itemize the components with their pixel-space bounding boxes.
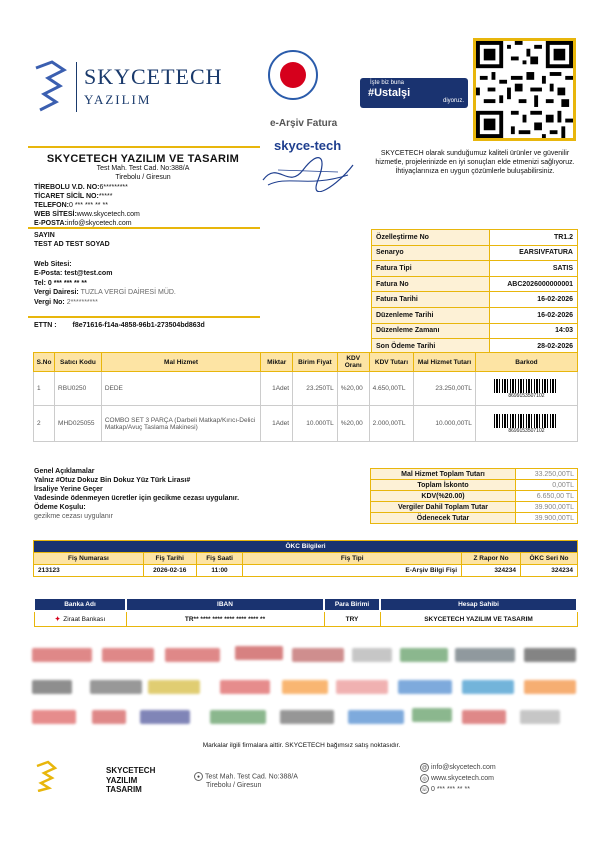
phone-icon: ☏ bbox=[421, 787, 428, 794]
brand-logo bbox=[524, 680, 576, 694]
ustalsi-banner bbox=[360, 78, 468, 108]
seller-phone-label: TELEFON: bbox=[34, 202, 69, 210]
location-icon: ● bbox=[194, 772, 203, 781]
footer-phone: 0 *** *** ** ** bbox=[431, 786, 470, 794]
doc-title: e-Arşiv Fatura bbox=[270, 118, 338, 129]
footer-name3: TASARIM bbox=[106, 785, 142, 795]
signature-icon bbox=[258, 150, 358, 192]
notes-line3: Vadesinde ödenmeyen ücretler için gecikme cezası uygulanır. bbox=[34, 495, 240, 503]
brand-logo bbox=[352, 648, 392, 662]
okc-value: 324234 bbox=[462, 565, 521, 577]
web-icon: ◎ bbox=[420, 774, 429, 783]
brand-logo bbox=[148, 680, 200, 694]
meta-row bbox=[372, 230, 578, 246]
cell-price: 10.000TL bbox=[293, 406, 338, 442]
bank-header: Hesap Sahibi bbox=[380, 598, 577, 611]
gib-logo-icon bbox=[280, 62, 306, 88]
seller-phone-value: 0 *** *** ** ** bbox=[69, 202, 108, 210]
qr-code bbox=[473, 38, 576, 141]
buyer-email-value: test@test.com bbox=[64, 270, 113, 278]
email-icon: @ bbox=[421, 764, 428, 771]
divider bbox=[28, 146, 260, 148]
okc-header: Z Rapor No bbox=[462, 553, 521, 565]
footer-addr1: Test Mah. Test Cad. No:388/A bbox=[205, 773, 298, 781]
meta-label: Fatura Tarihi bbox=[372, 292, 490, 308]
meta-value: 28-02-2026 bbox=[490, 339, 578, 355]
okc-title: ÖKC Bilgileri bbox=[34, 541, 578, 553]
brand-sub: YAZILIM bbox=[84, 92, 152, 107]
okc-header: Fiş Numarası bbox=[34, 553, 144, 565]
meta-row bbox=[372, 307, 578, 323]
brand-logo bbox=[400, 648, 448, 662]
footer-logo-icon bbox=[34, 760, 58, 792]
footer-name2: YAZILIM bbox=[106, 775, 138, 785]
brand-logo bbox=[348, 710, 404, 724]
table-row bbox=[34, 372, 578, 406]
barcode-icon bbox=[494, 414, 558, 428]
payment-value: gezikme cezası uygulanır bbox=[34, 513, 113, 521]
totals-value: 39.900,00TL bbox=[516, 502, 578, 513]
brand-logo bbox=[220, 680, 270, 694]
meta-value: 14:03 bbox=[490, 323, 578, 339]
okc-header: Fiş Tipi bbox=[243, 553, 462, 565]
totals-label: KDV(%20.00) bbox=[371, 491, 516, 502]
meta-row bbox=[372, 323, 578, 339]
brand-logo bbox=[398, 680, 452, 694]
cell-no: 2 bbox=[34, 406, 55, 442]
brand-logo bbox=[165, 648, 220, 662]
brands-note: Markalar ilgili firmalara aittir. SKYCETECH bağımsız satış noktasıdır. bbox=[202, 742, 401, 749]
okc-value: E-Arşiv Bilgi Fişi bbox=[243, 565, 462, 577]
items-table bbox=[33, 352, 578, 442]
buyer-tel-label: Tel: bbox=[34, 279, 46, 287]
brand-logo bbox=[336, 680, 388, 694]
buyer-sayin: SAYIN bbox=[34, 232, 55, 239]
col-header: Barkod bbox=[475, 353, 577, 372]
footer-company bbox=[106, 766, 155, 795]
buyer-vd-label: Vergi Dairesi: bbox=[34, 289, 79, 297]
brand-logo bbox=[282, 680, 328, 694]
meta-value: ABC2026000000001 bbox=[490, 276, 578, 292]
brand-logo bbox=[462, 680, 514, 694]
meta-label: Son Ödeme Tarihi bbox=[372, 339, 490, 355]
footer-web: www.skycetech.com bbox=[431, 775, 495, 783]
notes bbox=[34, 467, 354, 522]
meta-label: Özelleştirme No bbox=[372, 230, 490, 246]
brand-logo bbox=[210, 710, 266, 724]
totals-row bbox=[371, 513, 578, 524]
footer-address bbox=[194, 772, 298, 791]
meta-value: 16-02-2026 bbox=[490, 292, 578, 308]
meta-label: Fatura Tipi bbox=[372, 261, 490, 277]
brand-logo bbox=[102, 648, 154, 662]
seller-vd-value: 6********* bbox=[99, 184, 128, 191]
totals-value: 39.900,00TL bbox=[516, 513, 578, 524]
okc-header: Fiş Saati bbox=[196, 553, 243, 565]
buyer-tel-value: 0 *** *** ** ** bbox=[47, 279, 87, 287]
seller-ticaret-value: ***** bbox=[98, 193, 113, 201]
bank-header: Para Birimi bbox=[324, 598, 380, 611]
barcode-icon bbox=[494, 379, 558, 393]
footer-email: info@skycetech.com bbox=[431, 764, 496, 771]
cell-kdv: %20,00 bbox=[337, 372, 369, 406]
totals-row bbox=[371, 491, 578, 502]
bank-currency: TRY bbox=[324, 611, 380, 627]
totals-label: Toplam İskonto bbox=[371, 480, 516, 491]
cell-barcode bbox=[475, 406, 577, 442]
meta-row bbox=[372, 276, 578, 292]
brand-logo bbox=[520, 710, 560, 724]
cell-desc: COMBO SET 3 PARÇA (Darbeli Matkap/Kırıcı-Delici Matkap/Avuç Taslama Makinesi) bbox=[101, 406, 260, 442]
brand-logo bbox=[412, 708, 452, 722]
brand-logos bbox=[30, 640, 580, 736]
col-header: S.No bbox=[34, 353, 55, 372]
divider bbox=[28, 316, 260, 318]
buyer-vd-value: TUZLA VERGİ DAİRESİ MÜD. bbox=[80, 289, 176, 297]
cell-barcode bbox=[475, 372, 577, 406]
cell-code: MHD025055 bbox=[55, 406, 102, 442]
divider bbox=[28, 227, 260, 229]
cell-qty: 1Adet bbox=[261, 372, 293, 406]
buyer-email-label: E-Posta: bbox=[34, 270, 63, 278]
bank-table bbox=[33, 597, 578, 627]
totals-label: Vergiler Dahil Toplam Tutar bbox=[371, 502, 516, 513]
col-header: Miktar bbox=[261, 353, 293, 372]
brand-logo bbox=[32, 710, 76, 724]
invoice-meta-table bbox=[371, 229, 578, 355]
footer-addr2: Tirebolu / Giresun bbox=[206, 782, 262, 790]
bank-name-cell bbox=[34, 611, 126, 627]
cell-total: 23.250,00TL bbox=[414, 372, 476, 406]
brand-name: SKYCETECH bbox=[84, 64, 223, 89]
seller-web-value: www.skycetech.com bbox=[76, 211, 140, 219]
okc-value: 213123 bbox=[34, 565, 144, 577]
footer-contact bbox=[420, 762, 496, 796]
meta-label: Düzenleme Zamanı bbox=[372, 323, 490, 339]
okc-value: 2026-02-16 bbox=[143, 565, 196, 577]
brand-logo bbox=[455, 648, 515, 662]
bank-holder: SKYCETECH YAZILIM VE TASARIM bbox=[380, 611, 577, 627]
totals-row bbox=[371, 480, 578, 491]
col-header: Birim Fiyat bbox=[293, 353, 338, 372]
meta-row bbox=[372, 292, 578, 308]
meta-label: Düzenleme Tarihi bbox=[372, 307, 490, 323]
notes-title: Genel Açıklamalar bbox=[34, 468, 95, 475]
cell-code: RBU0250 bbox=[55, 372, 102, 406]
brand-logo bbox=[32, 680, 72, 694]
ustalsi-top: İşte biz buna bbox=[370, 80, 405, 86]
ziraat-icon: ✦ bbox=[54, 616, 61, 623]
totals-row bbox=[371, 502, 578, 513]
ettn-label: ETTN : bbox=[34, 322, 57, 329]
brand-logo bbox=[235, 646, 283, 660]
buyer-info bbox=[34, 231, 176, 307]
meta-value: SATIS bbox=[490, 261, 578, 277]
seller-title: SKYCETECH YAZILIM VE TASARIM bbox=[46, 153, 240, 165]
buyer-name: TEST AD TEST SOYAD bbox=[34, 241, 110, 249]
logo-mark-icon bbox=[30, 58, 70, 114]
cell-price: 23.250TL bbox=[293, 372, 338, 406]
brand-logo bbox=[462, 710, 506, 724]
buyer-vno-label: Vergi No: bbox=[34, 298, 65, 306]
brand-logo bbox=[32, 648, 92, 662]
meta-row bbox=[372, 261, 578, 277]
seller-ticaret-label: TİCARET SİCİL NO: bbox=[34, 193, 99, 201]
totals-value: 33.250,00TL bbox=[516, 469, 578, 480]
col-header: Mal Hizmet Tutarı bbox=[414, 353, 476, 372]
ustalsi-main: #Ustalşi bbox=[368, 87, 411, 99]
cell-no: 1 bbox=[34, 372, 55, 406]
meta-label: Fatura No bbox=[372, 276, 490, 292]
cell-kdv: %20,00 bbox=[337, 406, 369, 442]
seller-address bbox=[28, 165, 258, 183]
cell-kdv-amount: 2.000,00TL bbox=[369, 406, 414, 442]
ettn-value: f8e71616-f14a-4858-96b1-273504bd863d bbox=[72, 322, 205, 329]
cell-kdv-amount: 4.650,00TL bbox=[369, 372, 414, 406]
brand-logo bbox=[92, 710, 126, 724]
col-header: Mal Hizmet bbox=[101, 353, 260, 372]
okc-header: Fiş Tarihi bbox=[143, 553, 196, 565]
seller-email-value: info@skycetech.com bbox=[66, 220, 132, 228]
seller-info bbox=[34, 183, 140, 228]
ustalsi-bottom: diyoruz. bbox=[442, 98, 464, 104]
meta-value: 16-02-2026 bbox=[490, 307, 578, 323]
ettn bbox=[34, 322, 205, 329]
notes-line2: İrsaliye Yerine Geçer bbox=[34, 486, 103, 494]
seller-address-line1: Test Mah. Test Cad. No:388/A bbox=[96, 165, 190, 172]
footer-name1: SKYCETECH bbox=[106, 766, 156, 775]
totals-value: 6.650,00 TL bbox=[516, 491, 578, 502]
signature-brand: skyce-tech bbox=[274, 138, 342, 153]
meta-value: EARSIVFATURA bbox=[490, 245, 578, 261]
seller-email-label: E-POSTA: bbox=[34, 220, 67, 228]
bank-iban: TR** **** **** **** **** **** ** bbox=[126, 611, 324, 627]
seller-vd-label: TİREBOLU V.D. NO: bbox=[34, 184, 100, 191]
totals-label: Ödenecek Tutar bbox=[371, 513, 516, 524]
totals-row bbox=[371, 469, 578, 480]
cell-desc: DEDE bbox=[101, 372, 260, 406]
brand-logo bbox=[292, 648, 344, 662]
totals-value: 0,00TL bbox=[516, 480, 578, 491]
col-header: KDV Tutarı bbox=[369, 353, 414, 372]
bank-header: IBAN bbox=[126, 598, 324, 611]
brand-logo bbox=[280, 710, 334, 724]
buyer-web-label: Web Sitesi: bbox=[34, 260, 72, 268]
seller-address-line2: Tirebolu / Giresun bbox=[115, 173, 171, 181]
notes-line1: Yalnız #Otuz Dokuz Bin Dokuz Yüz Türk Lirası# bbox=[34, 477, 191, 485]
bank-name: Ziraat Bankası bbox=[63, 616, 106, 623]
okc-header: ÖKC Seri No bbox=[521, 553, 578, 565]
table-row bbox=[34, 406, 578, 442]
brand-logo bbox=[140, 710, 190, 724]
cell-total: 10.000,00TL bbox=[414, 406, 476, 442]
payment-title: Ödeme Koşulu: bbox=[34, 504, 86, 512]
promo-text: SKYCETECH olarak sunduğumuz kaliteli ürünler ve güvenilir hizmetle, projelerinizde en iyi sonuçları elde etmenizi sağlıyoruz. İhtiyaçlarınıza en uygun çözümlerle buluşabilirsiniz. bbox=[375, 150, 575, 175]
okc-value: 324234 bbox=[521, 565, 578, 577]
buyer-vno-value: 2********** bbox=[66, 298, 98, 306]
barcode-number: 8699153507102 bbox=[508, 427, 545, 434]
cell-qty: 1Adet bbox=[261, 406, 293, 442]
barcode-number: 8699153507102 bbox=[508, 392, 545, 399]
totals-label: Mal Hizmet Toplam Tutarı bbox=[371, 469, 516, 480]
brand-logo bbox=[524, 648, 576, 662]
col-header: KDV Oranı bbox=[337, 353, 369, 372]
meta-label: Senaryo bbox=[372, 245, 490, 261]
brand-logo bbox=[90, 680, 142, 694]
bank-header: Banka Adı bbox=[34, 598, 126, 611]
okc-table bbox=[33, 540, 578, 577]
col-header: Satıcı Kodu bbox=[55, 353, 102, 372]
meta-value: TR1.2 bbox=[490, 230, 578, 246]
meta-row bbox=[372, 245, 578, 261]
okc-value: 11:00 bbox=[196, 565, 243, 577]
totals-table bbox=[370, 468, 578, 524]
seller-web-label: WEB SİTESİ: bbox=[34, 211, 77, 219]
